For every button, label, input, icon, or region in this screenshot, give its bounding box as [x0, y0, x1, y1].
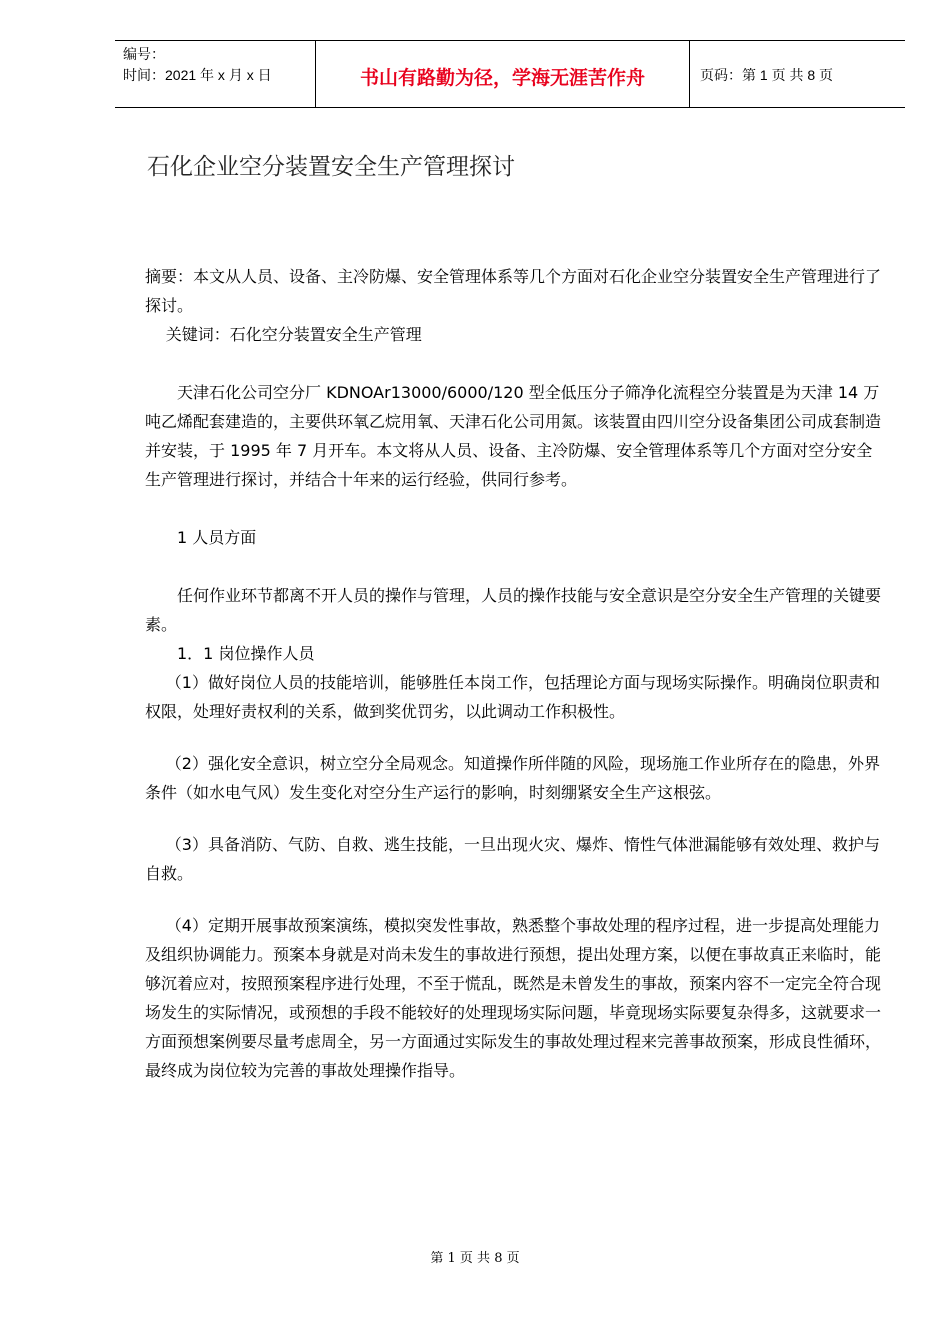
- document-number: 编号：: [123, 46, 165, 62]
- intro-paragraph: 天津石化公司空分厂 KDNOAr13000/6000/120 型全低压分子筛净化流程空分装置是为天津 14 万吨乙烯配套建造的，主要供环氧乙烷用氧、天津石化公司用氮。该装置由四川空分设备集团公司成套制造并安装，于 1995 年 7 月开车。本文将从人员、设备、主冷防爆、安全管理体系等几个方面对空分安全生产管理进行探讨，并结合十年来的运行经验，供同行参考。: [145, 383, 882, 489]
- list-item: （1）做好岗位人员的技能培训，能够胜任本岗工作，包括理论方面与现场实际操作。明确岗位职责和权限，处理好责权利的关系，做到奖优罚劣，以此调动工作积极性。: [145, 673, 880, 721]
- spacer: [145, 494, 885, 523]
- spacer: [145, 552, 885, 581]
- header-meta-cell: [115, 41, 316, 107]
- spacer: [145, 349, 885, 378]
- spacer: [145, 888, 885, 911]
- subsection-heading: 1．1 岗位操作人员: [177, 644, 315, 663]
- list-item: （2）强化安全意识，树立空分全局观念。知道操作所伴随的风险，现场施工作业所存在的隐患，外界条件（如水电气风）发生变化对空分生产运行的影响，时刻绷紧安全生产这根弦。: [145, 754, 880, 802]
- keywords: 关键词：石化空分装置安全生产管理: [165, 325, 422, 344]
- list-item: （3）具备消防、气防、自救、逃生技能，一旦出现火灾、爆炸、惰性气体泄漏能够有效处理、救护与自救。: [145, 835, 880, 883]
- list-item: （4）定期开展事故预案演练，模拟突发性事故，熟悉整个事故处理的程序过程，进一步提高处理能力及组织协调能力。预案本身就是对尚未发生的事故进行预想，提出处理方案，以便在事故真正来临时，能够沉着应对，按照预案程序进行处理，不至于慌乱，既然是未曾发生的事故，预案内容不一定完全符合现场发生的实际情况，或预想的手段不能较好的处理现场实际问题，毕竟现场实际要复杂得多，这就要求一方面预想案例要尽量考虑周全，另一方面通过实际发生的事故处理过程来完善事故预案，形成良性循环，最终成为岗位较为完善的事故处理操作指导。: [145, 916, 882, 1080]
- spacer: [145, 807, 885, 830]
- section-paragraph: 任何作业环节都离不开人员的操作与管理，人员的操作技能与安全意识是空分安全生产管理的关键要素。: [145, 586, 882, 634]
- abstract: 摘要：本文从人员、设备、主冷防爆、安全管理体系等几个方面对石化企业空分装置安全生产管理进行了探讨。: [145, 267, 882, 315]
- footer-page-number: 第 1 页 共 8 页: [430, 1251, 520, 1266]
- spacer: [145, 726, 885, 749]
- motto: 书山有路勤为径，学海无涯苦作舟: [359, 67, 645, 89]
- header-motto-cell: [316, 41, 690, 107]
- header-page-number: 页码：第 1 页 共 8 页: [700, 67, 834, 83]
- document-time: 时间：2021 年 x 月 x 日: [123, 67, 272, 83]
- article-body: [145, 262, 885, 1085]
- page-title: 石化企业空分装置安全生产管理探讨: [147, 154, 515, 180]
- document-header: [115, 40, 905, 108]
- header-page-cell: [690, 41, 905, 107]
- section-heading: 1 人员方面: [177, 528, 257, 547]
